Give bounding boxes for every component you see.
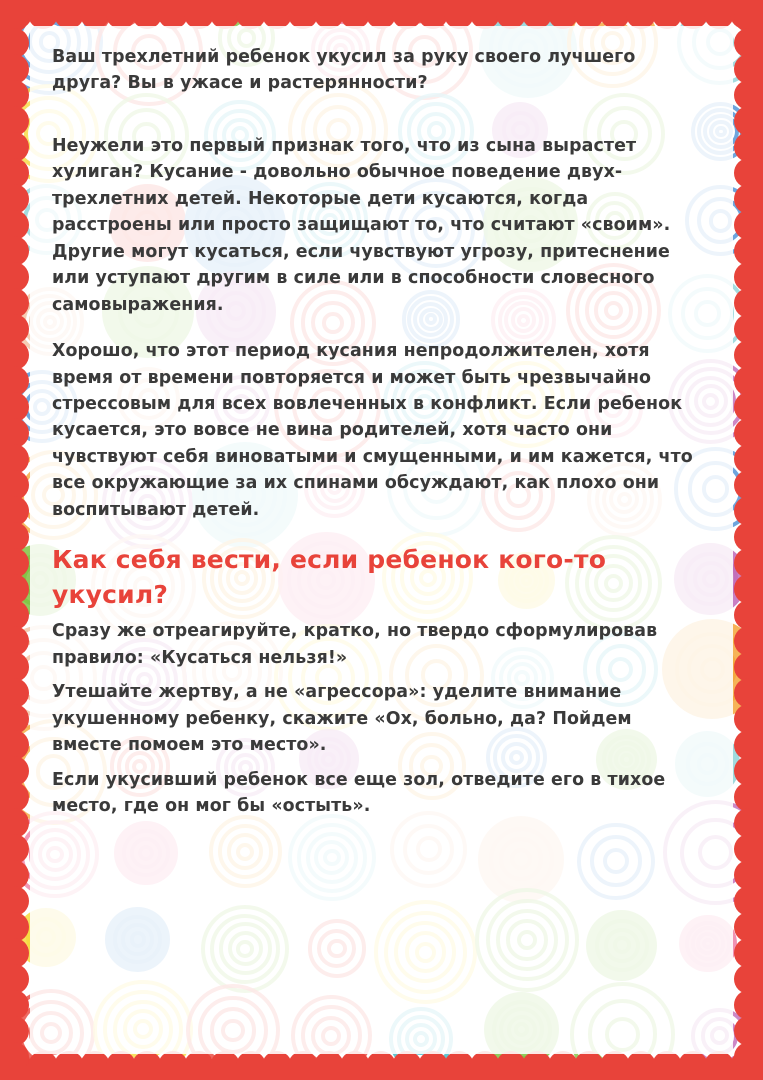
section-heading: Как себя вести, если ребенок кого-то укусил?	[52, 545, 607, 609]
paragraph-1: Неужели это первый признак того, что из сына вырастет хулиган? Кусание - довольно обычное поведение двух-трехлетних детей. Некоторые дети кусаются, когда расстроены или просто защищают то, что считают «своим». Другие могут кусаться, если чувствуют угрозу, притеснение или уступают другим в силе или в способности словесного самовыражения.	[52, 135, 671, 315]
list-item: Сразу же отреагируйте, кратко, но твердо сформулировав правило: «Кусаться нельзя!»	[52, 621, 658, 668]
paragraph-intro: Ваш трехлетний ребенок укусил за руку своего лучшего друга? Вы в ужасе и растерянности?	[52, 47, 636, 94]
list-item: Утешайте жертву, а не «агрессора»: уделите внимание укушенному ребенку, скажите «Ох, больно, да? Пойдем вместе помоем это место».	[52, 682, 632, 756]
article-body	[52, 44, 712, 1034]
paragraph-2: Хорошо, что этот период кусания непродолжителен, хотя время от времени повторяется и может быть чрезвычайно стрессовым для всех вовлеченных в конфликт. Если ребенок кусается, это вовсе не вина родителей, хотя часто они чувствуют себя виноватыми и смущенными, и им кажется, что все окружающие за их спинами обсуждают, как плохо они воспитывают детей.	[52, 341, 693, 520]
list-item: Если укусивший ребенок все еще зол, отведите его в тихое место, где он мог бы «остыть».	[52, 769, 666, 816]
advice-list	[52, 618, 698, 819]
